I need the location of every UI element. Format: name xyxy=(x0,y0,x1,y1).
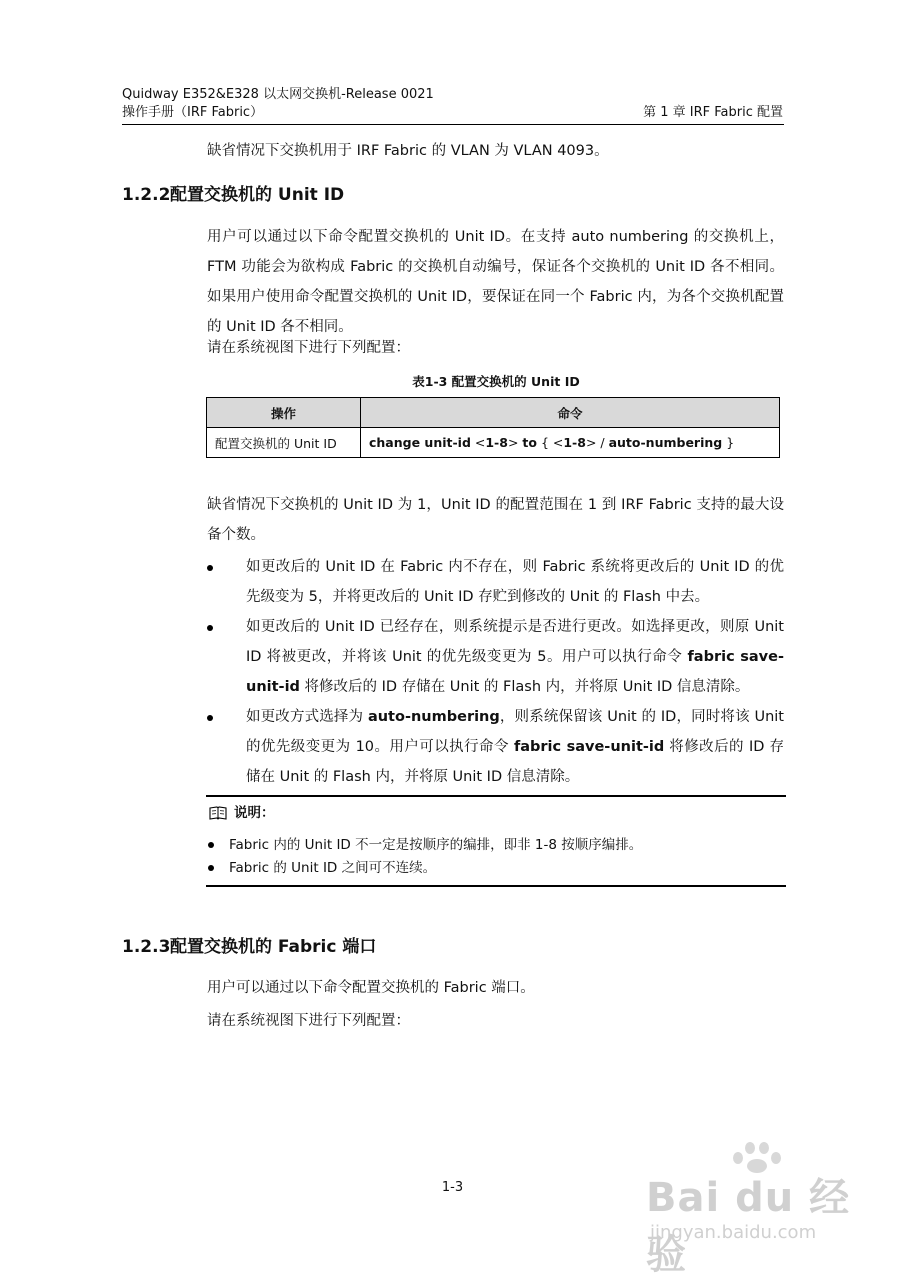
note-title: 说明： xyxy=(234,805,275,821)
cmd-keyword-to: to xyxy=(522,435,537,450)
note-item: Fabric 的 Unit ID 之间可不连续。 xyxy=(229,860,437,876)
header-divider xyxy=(122,124,784,125)
section-paragraph-1: 用户可以通过以下命令配置交换机的 Fabric 端口。 xyxy=(207,980,535,996)
cmd-keyword-change: change unit-id xyxy=(369,435,471,450)
cmd-gt-1: > xyxy=(507,435,523,450)
list-item-text: 将修改后的 ID 存储在 Unit 的 Flash 内，并将原 Unit ID 信息清除。 xyxy=(246,739,784,785)
bullet-icon xyxy=(208,865,214,871)
list-item-text: ，则系统保留该 Unit 的 ID，同时将该 Unit 的优先级变更为 10。用户可以执行命令 xyxy=(246,709,784,755)
table-caption: 表1-3 配置交换机的 Unit ID xyxy=(412,374,580,389)
section-number: 1.2.3 xyxy=(122,937,171,957)
section-paragraph-3: 缺省情况下交换机的 Unit ID 为 1，Unit ID 的配置范围在 1 到 IRF Fabric 支持的最大设备个数。 xyxy=(207,497,784,543)
page-number: 1-3 xyxy=(441,1180,464,1195)
list-item-command: auto-numbering xyxy=(367,709,500,725)
section-title: 配置交换机的 Fabric 端口 xyxy=(170,937,377,957)
cmd-range-1: 1-8 xyxy=(485,435,508,450)
list-item-text: 如更改后的 Unit ID 已经存在，则系统提示是否进行更改。如选择更改，则原 Unit ID 将被更改，并将该 Unit 的优先级变更为 5。用户可以执行命令 xyxy=(246,619,784,665)
list-item xyxy=(246,702,784,792)
section-number: 1.2.2 xyxy=(122,185,171,205)
note-bottom-rule xyxy=(206,885,786,887)
intro-paragraph: 缺省情况下交换机用于 IRF Fabric 的 VLAN 为 VLAN 4093。 xyxy=(207,143,609,159)
table-row xyxy=(207,428,780,458)
baidu-watermark xyxy=(640,1140,880,1278)
section-paragraph-2: 请在系统视图下进行下列配置： xyxy=(207,340,410,356)
cmd-lt-1: < xyxy=(470,435,486,450)
list-item-text: 如更改方式选择为 xyxy=(246,709,368,725)
section-paragraph-1: 用户可以通过以下命令配置交换机的 Unit ID。在支持 auto numbering 的交换机上，FTM 功能会为欲构成 Fabric 的交换机自动编号，保证各个交换机的 Unit ID 各不相同。如果用户使用命令配置交换机的 Unit ID，要保证在同一个 Fabric 内，为各个交换机配置的 Unit ID 各不相同。 xyxy=(207,229,784,335)
table-header-row xyxy=(207,398,780,428)
cmd-range-2: 1-8 xyxy=(563,435,586,450)
bullet-icon xyxy=(207,565,215,573)
section-paragraph-2: 请在系统视图下进行下列配置： xyxy=(207,1013,410,1029)
watermark-url: jingyan.baidu.com xyxy=(650,1222,817,1243)
note-item: Fabric 内的 Unit ID 不一定是按顺序的编排，即非 1-8 按顺序编排。 xyxy=(229,837,643,853)
cmd-separator: > / xyxy=(585,435,609,450)
section-title: 配置交换机的 Unit ID xyxy=(170,185,345,205)
bullet-icon xyxy=(207,625,215,633)
header-manual-name: 操作手册（IRF Fabric） xyxy=(122,105,264,120)
note-top-rule xyxy=(206,795,786,797)
bullet-icon xyxy=(207,715,215,723)
section-heading-1-2-3 xyxy=(122,935,376,959)
table-cell-operation: 配置交换机的 Unit ID xyxy=(207,428,361,458)
cmd-brace-close: } xyxy=(722,435,735,450)
list-item-command: fabric save-unit-id xyxy=(513,739,665,755)
cmd-brace-open: { < xyxy=(536,435,564,450)
table-cell-command xyxy=(361,428,780,458)
watermark-logo-text: Bai du 经验 xyxy=(646,1175,851,1278)
list-item-text: 将修改后的 ID 存储在 Unit 的 Flash 内，并将原 Unit ID 信息清除。 xyxy=(299,679,750,695)
bullet-icon xyxy=(208,842,214,848)
list-item-command: fabric save-unit-id xyxy=(246,649,784,695)
cmd-keyword-auto: auto-numbering xyxy=(608,435,723,450)
header-title: Quidway E352&E328 以太网交换机-Release 0021 xyxy=(122,87,434,102)
header-chapter: 第 1 章 IRF Fabric 配置 xyxy=(643,105,783,120)
command-table xyxy=(206,397,780,458)
table-header-command: 命令 xyxy=(361,398,780,428)
list-item xyxy=(246,612,784,702)
list-item: 如更改后的 Unit ID 在 Fabric 内不存在，则 Fabric 系统将更改后的 Unit ID 的优先级变为 5，并将更改后的 Unit ID 存贮到修改的 Unit 的 Flash 中去。 xyxy=(246,559,784,605)
section-heading-1-2-2 xyxy=(122,183,344,207)
table-header-operation: 操作 xyxy=(207,398,361,428)
book-icon xyxy=(209,805,227,821)
